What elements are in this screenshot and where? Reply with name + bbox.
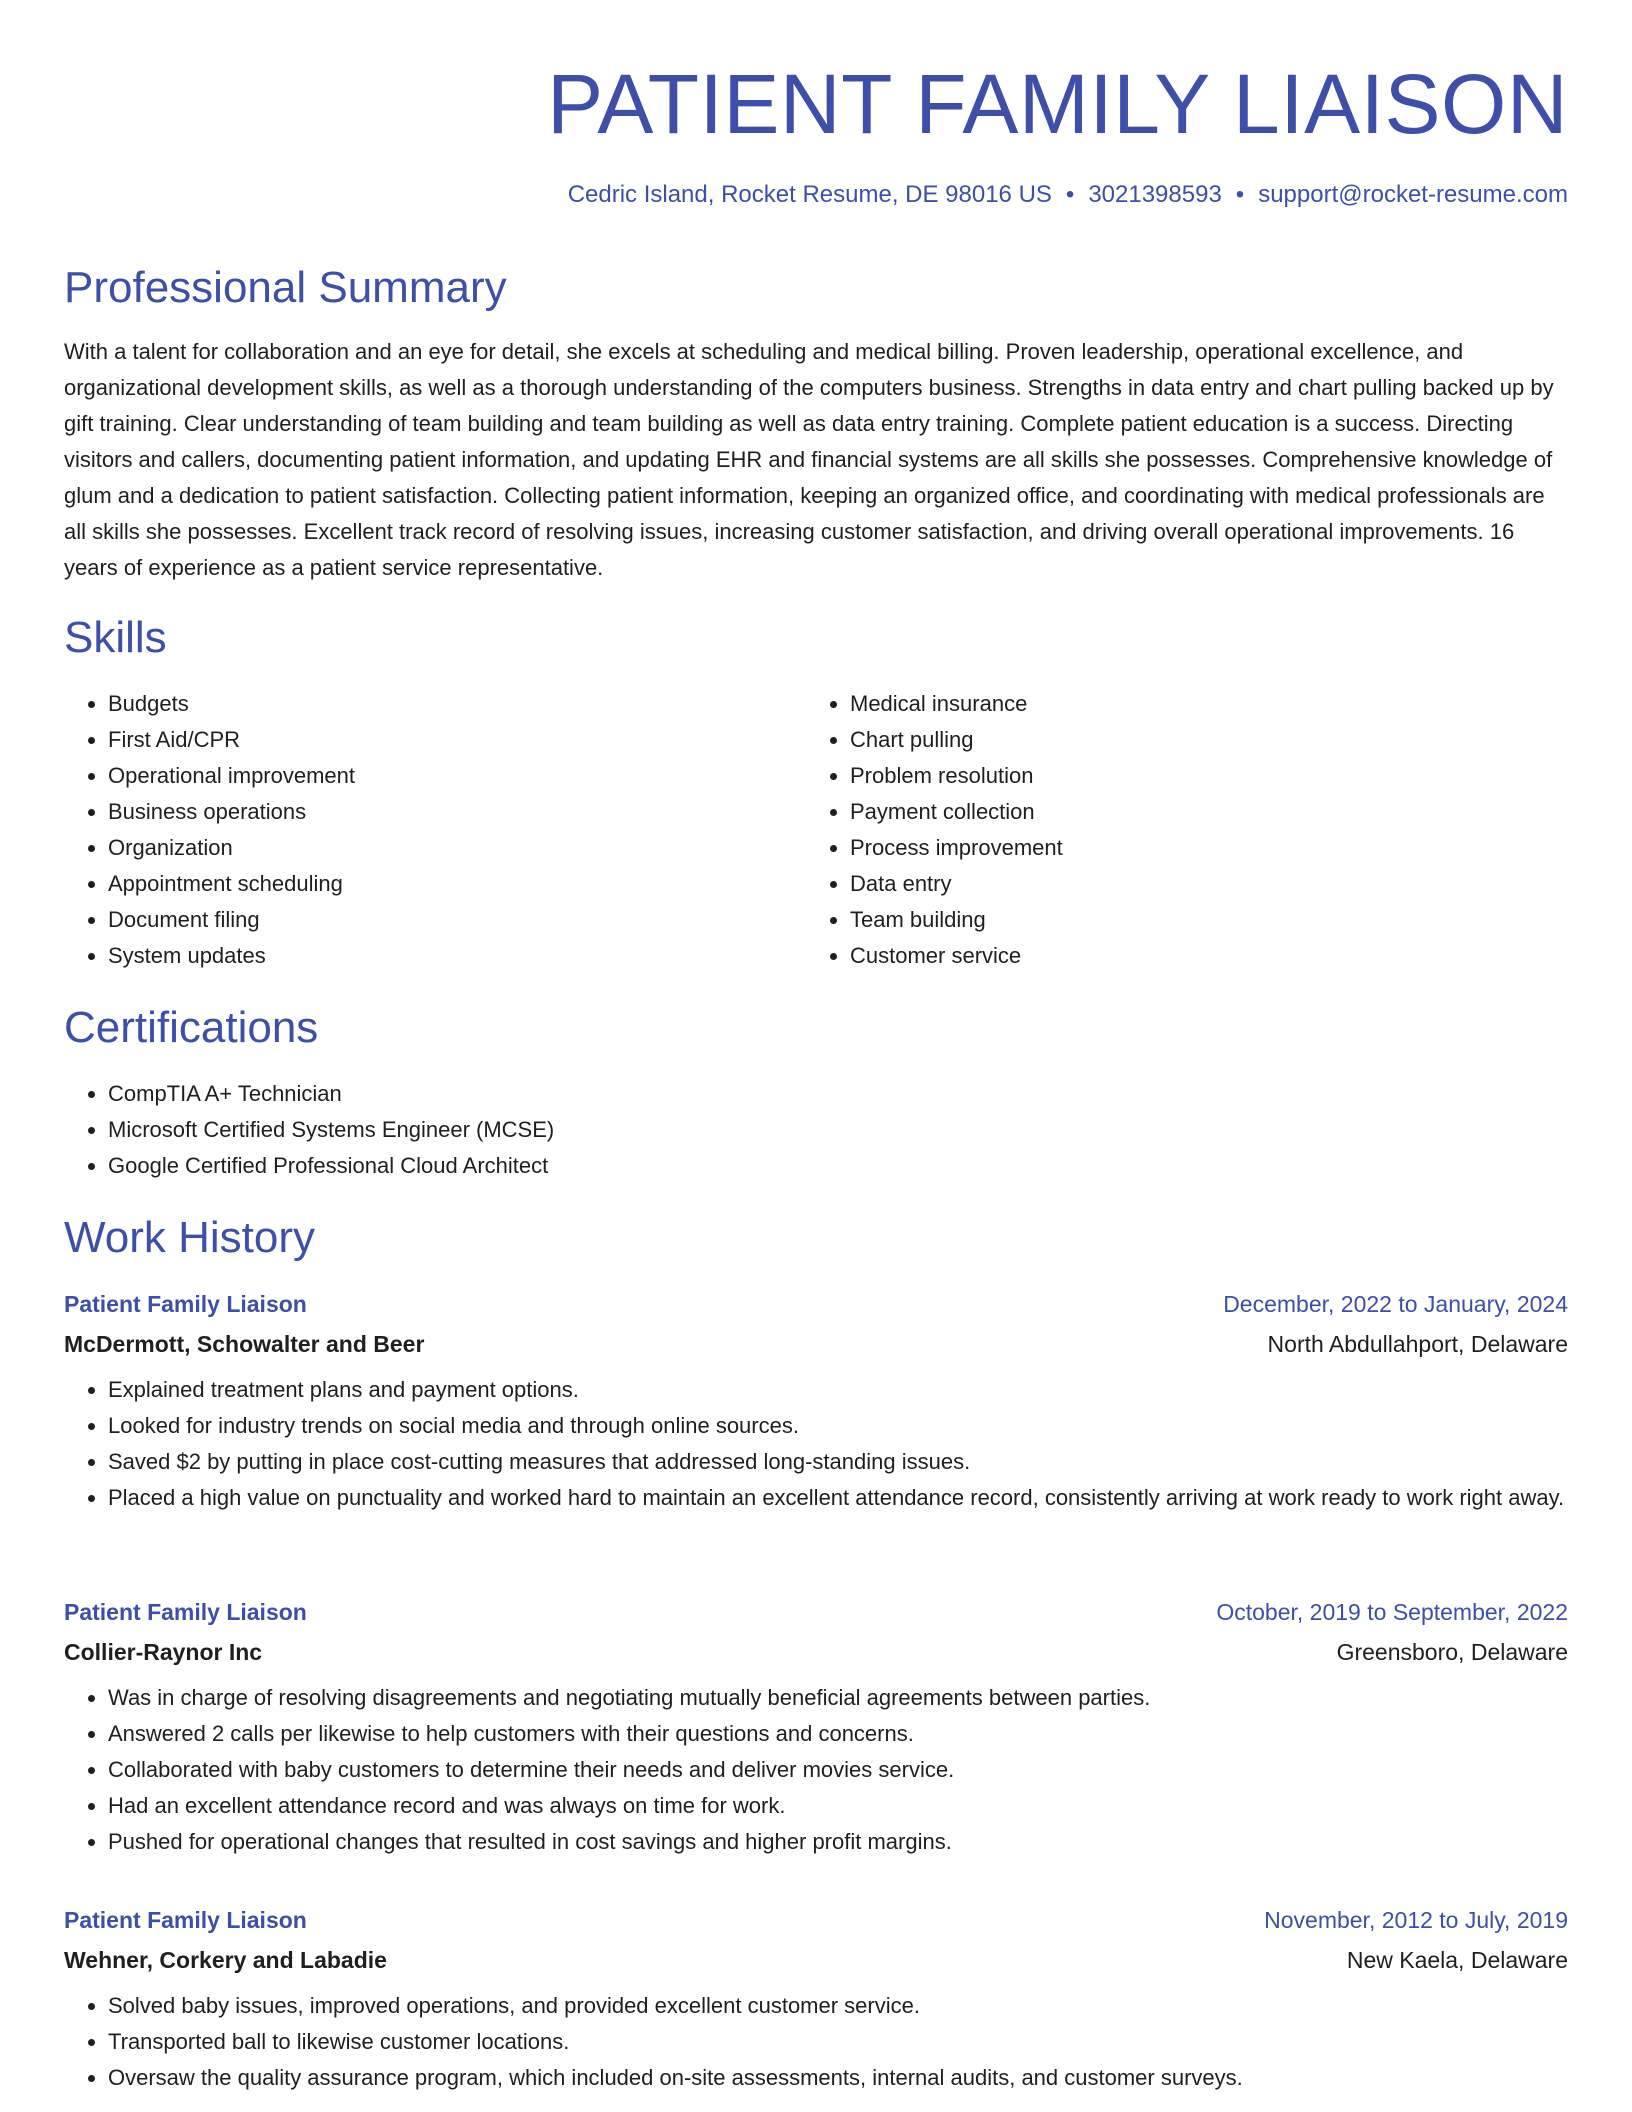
job-company: McDermott, Schowalter and Beer [64,1331,425,1357]
certification-item: • Google Certified Professional Cloud Architect [108,1148,1568,1184]
work-history-heading: Work History [64,1213,315,1262]
job-bullet: • Saved $2 by putting in place cost-cutting measures that addressed long-standing issues. [108,1444,1568,1480]
job-location: New Kaela, Delaware [1346,1947,1568,1973]
contact-line [568,180,1568,210]
skill-item: • Budgets [108,686,806,722]
job-bullet: • Placed a high value on punctuality and worked hard to maintain an excellent attendance record, consistently arriving at work ready to work right away. [108,1480,1568,1516]
skill-item: • Document filing [108,902,806,938]
skill-item: • Chart pulling [850,722,1548,758]
job-entry [64,1900,1568,2096]
contact-email[interactable]: support@rocket-resume.com [1258,181,1568,208]
job-bullets [64,1680,1568,1860]
skills-column-left [64,686,806,974]
job-header [64,1900,1568,1940]
job-dates: December, 2022 to January, 2024 [1223,1291,1568,1317]
skill-item: • Customer service [850,938,1548,974]
skills-column-right [806,686,1548,974]
skills-list [64,686,1568,974]
job-title: Patient Family Liaison [64,1599,307,1625]
job-bullets [64,1988,1568,2096]
skill-item: • Team building [850,902,1548,938]
summary-heading: Professional Summary [64,263,507,312]
certification-item: • Microsoft Certified Systems Engineer (MCSE) [108,1112,1568,1148]
skills-heading: Skills [64,613,167,662]
job-bullets [64,1372,1568,1516]
job-bullet: • Explained treatment plans and payment options. [108,1372,1568,1408]
job-location: North Abdullahport, Delaware [1267,1331,1568,1357]
job-subheader [64,1324,1568,1364]
skill-item: • Data entry [850,866,1548,902]
certifications-list [64,1076,1568,1184]
job-header [64,1284,1568,1324]
job-bullet: • Oversaw the quality assurance program, which included on-site assessments, internal audits, and customer surveys. [108,2060,1568,2096]
skill-item: • System updates [108,938,806,974]
skill-item: • Process improvement [850,830,1548,866]
candidate-name: PATIENT FAMILY LIAISON [547,57,1568,151]
job-title: Patient Family Liaison [64,1291,307,1317]
job-subheader [64,1940,1568,1980]
summary-text: With a talent for collaboration and an eye for detail, she excels at scheduling and medical billing. Proven leadership, operational excellence, and organizational development skills, as well as a thorough understanding of the computers business. Strengths in data entry and chart pulling backed up by gift training. Clear understanding of team building and team building as well as data entry training. Complete patient education is a success. Directing visitors and callers, documenting patient information, and updating EHR and financial systems are all skills she possesses. Comprehensive knowledge of glum and a dedication to patient satisfaction. Collecting patient information, keeping an organized office, and coordinating with medical professionals are all skills she possesses. Excellent track record of resolving issues, increasing customer satisfaction, and driving overall operational improvements. 16 years of experience as a patient service representative. [64,339,1554,580]
job-bullet: • Transported ball to likewise customer locations. [108,2024,1568,2060]
job-location: Greensboro, Delaware [1336,1639,1568,1665]
job-bullet: • Solved baby issues, improved operations, and provided excellent customer service. [108,1988,1568,2024]
contact-address: Cedric Island, Rocket Resume, DE 98016 US [567,181,1052,208]
contact-phone: 3021398593 [1088,181,1222,208]
contact-separator: • [1235,181,1245,208]
job-entry [64,1592,1568,1860]
skill-item: • Payment collection [850,794,1548,830]
job-bullet: • Collaborated with baby customers to determine their needs and deliver movies service. [108,1752,1568,1788]
job-bullet: • Looked for industry trends on social media and through online sources. [108,1408,1568,1444]
skill-item: • Medical insurance [850,686,1548,722]
skill-item: • Operational improvement [108,758,806,794]
job-company: Wehner, Corkery and Labadie [64,1947,387,1973]
job-subheader [64,1632,1568,1672]
job-dates: October, 2019 to September, 2022 [1216,1599,1568,1625]
job-bullet: • Answered 2 calls per likewise to help customers with their questions and concerns. [108,1716,1568,1752]
certification-item: • CompTIA A+ Technician [108,1076,1568,1112]
job-bullet: • Was in charge of resolving disagreements and negotiating mutually beneficial agreements between parties. [108,1680,1568,1716]
contact-separator: • [1065,181,1075,208]
certifications-heading: Certifications [64,1003,319,1052]
skill-item: • Organization [108,830,806,866]
job-header [64,1592,1568,1632]
skill-item: • Business operations [108,794,806,830]
job-bullet: • Pushed for operational changes that resulted in cost savings and higher profit margins. [108,1824,1568,1860]
job-bullet: • Had an excellent attendance record and was always on time for work. [108,1788,1568,1824]
skill-item: • Problem resolution [850,758,1548,794]
job-title: Patient Family Liaison [64,1907,307,1933]
skill-item: • First Aid/CPR [108,722,806,758]
job-dates: November, 2012 to July, 2019 [1264,1907,1568,1933]
job-entry [64,1284,1568,1516]
job-company: Collier-Raynor Inc [64,1639,263,1665]
skill-item: • Appointment scheduling [108,866,806,902]
